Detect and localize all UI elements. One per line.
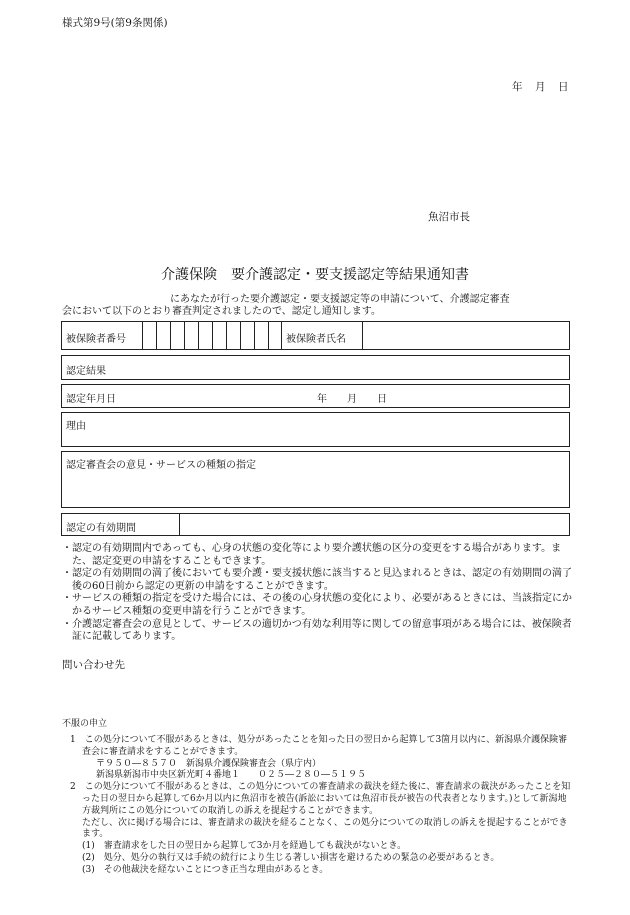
result-label: 認定結果 <box>66 366 106 377</box>
certification-date-value: 年 月 日 <box>317 394 387 405</box>
appeal-address: 新潟県新潟市中央区新光町４番地１ ０２５―２８０―５１９５ <box>96 770 367 781</box>
insured-number-label: 被保険者番号 <box>66 334 126 345</box>
appeal-item-2: 2 この処分について不服があるときは、この処分についての審査請求の裁決を経た後に、審査請求の裁決があったことを知った日の翌日から起算して6か月以内に魚沼市を被告(訴訟においては魚沼市長が被告の代表者となります。)として新潟地方裁判所にこの処分についての取消しの訴えを提起することができます。 <box>70 782 571 816</box>
note-item: ・認定の有効期間の満了後においても要介護・要支援状態に該当すると見込まれるときは、認定の有効期間の満了後の60日前から認定の更新の申請をすることができます。 <box>62 568 572 592</box>
intro-line-1: にあなたが行った要介護認定・要支援認定等の申請について、介護認定審査 <box>170 294 510 305</box>
issue-date: 年 月 日 <box>512 81 570 93</box>
appeal-item-1: 1 この処分について不服があるときは、処分があったことを知った日の翌日から起算して3箇月以内に、新潟県介護保険審査会に審査請求をすることができます。 <box>70 735 568 757</box>
reason-label: 理由 <box>66 421 86 432</box>
appeal-section <box>62 735 574 877</box>
validity-label: 認定の有効期間 <box>66 523 136 534</box>
appeal-postal: 〒９５０―８５７０ 新潟県介護保険審査会（県庁内） <box>96 758 322 769</box>
validity-row <box>61 513 570 536</box>
document-title: 介護保険 要介護認定・要支援認定等結果通知書 <box>161 267 469 283</box>
contact-label: 問い合わせ先 <box>62 659 125 671</box>
appeal-item-2-proviso: ただし、次に掲げる場合には、審査請求の裁決を経ることなく、この処分についての取消しの訴えを提起することができます。 <box>82 817 568 840</box>
insured-name-label: 被保険者氏名 <box>286 334 346 345</box>
note-item: ・介護認定審査会の意見として、サービスの適切かつ有効な利用等に関しての留意事項がある場合には、被保険者証に記載してあります。 <box>62 618 572 643</box>
notes-list <box>62 543 574 644</box>
note-item: ・サービスの種類の指定を受けた場合には、その後の心身状態の変化により、必要があるときには、当該指定にかかるサービス種類の変更申請を行うことができます。 <box>62 593 572 617</box>
opinion-row <box>61 451 570 508</box>
reason-row <box>61 412 570 447</box>
intro-line-2: 会において以下のとおり審査判定されましたので、認定し通知します。 <box>62 306 381 317</box>
appeal-heading: 不服の申立 <box>62 719 108 729</box>
date-row <box>61 384 570 408</box>
appeal-sub-3: (3) その他裁決を経ないことにつき正当な理由があるとき。 <box>82 864 329 875</box>
appeal-sub-2: (2) 処分、処分の執行又は手続の続行により生じる著しい損害を避けるための緊急の必要があるとき。 <box>82 852 500 863</box>
form-number: 様式第9号(第9条関係) <box>62 17 168 29</box>
result-row <box>61 355 570 380</box>
opinion-label: 認定審査会の意見・サービスの種類の指定 <box>66 460 256 471</box>
issuer-name: 魚沼市長 <box>428 211 470 223</box>
note-item: ・認定の有効期間内であっても、心身の状態の変化等により要介護状態の区分の変更をする場合があります。また、認定変更の申請をすることもできます。 <box>62 543 562 567</box>
certification-date-label: 認定年月日 <box>66 394 116 405</box>
appeal-sub-1: (1) 審査請求をした日の翌日から起算して3か月を経過しても裁決がないとき。 <box>82 841 407 852</box>
insured-row <box>61 321 570 350</box>
intro-text <box>62 294 572 318</box>
